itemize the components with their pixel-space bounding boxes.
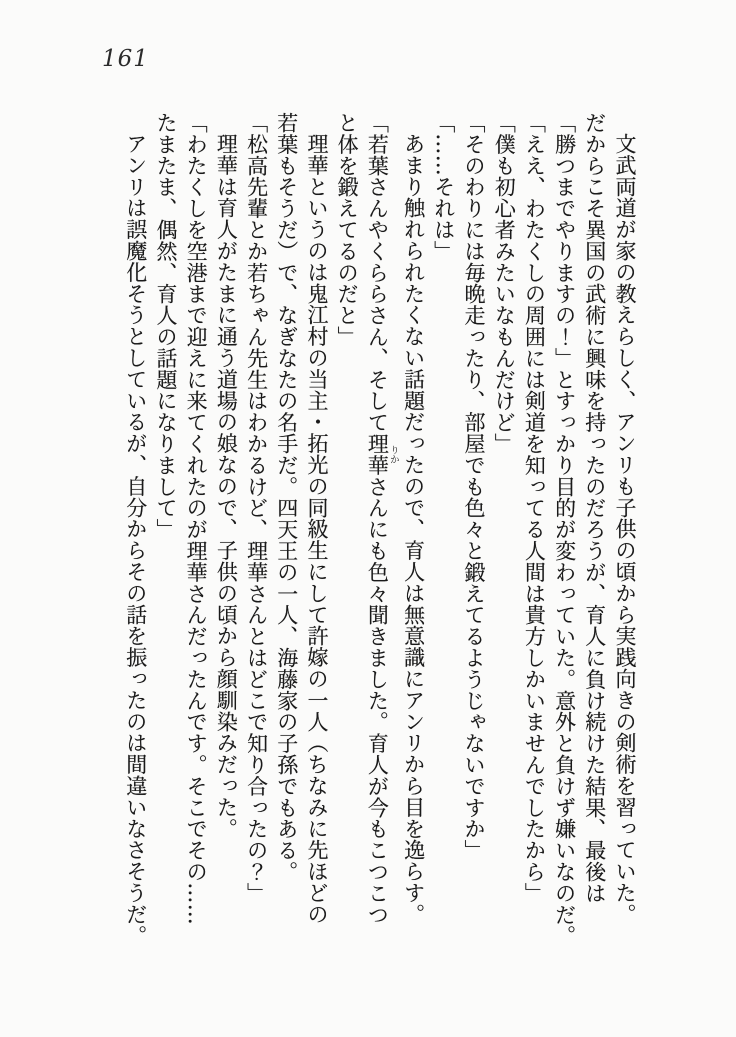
text-line: 「松高先輩とか若ちゃん先生はわかるけど、理華さんとはどこで知り合ったの？」: [244, 112, 269, 904]
text-line: 「若葉さんやくららさん、そして理華りかさんにも色々聞きました。育人が今もこつこつ: [365, 112, 399, 926]
furigana-ruby: 理華りか: [365, 433, 399, 476]
text-line: アンリは誤魔化そうとしているが、自分からその話を振ったのは間違いなさそうだ。: [123, 133, 148, 947]
text-line: 理華というのは鬼江村の当主・拓光の同級生にして許嫁の一人（ちなみに先ほどの: [304, 133, 329, 925]
text-line: 「そのわりには毎晩走ったり、部屋でも色々と鍛えてるようじゃないですか」: [461, 112, 486, 861]
page-number: 161: [102, 46, 149, 72]
text-line: たまたま、偶然、育人の話題になりまして」: [153, 112, 178, 540]
text-line: 文武両道が家の教えらしく、アンリも子供の頃から実践向きの剣術を習っていた。: [613, 133, 637, 925]
text-line: あまり触れられたくない話題だったので、育人は無意識にアンリから目を逸らす。: [401, 133, 426, 925]
text-line: 「……それは」: [431, 112, 456, 262]
text-line: 「わたくしを空港まで迎えに来てくれたのが理華さんだったんです。そこでその……: [184, 112, 209, 926]
text-line: と体を鍛えてるのだと」: [335, 112, 360, 348]
text-line: 理華は育人がたまに通う道場の娘なので、子供の頃から顔馴染みだった。: [214, 133, 239, 840]
text-block: [122, 112, 640, 947]
text-line: 若葉もそうだ）で、なぎなたの名手だ。四天王の一人、海藤家の子孫でもある。: [274, 112, 299, 883]
text-line: 「僕も初心者みたいなもんだけど」: [492, 112, 517, 455]
text-line: 「勝つまでやりますの！」とすっかり目的が変わっていた。意外と負けず嫌いなのだ。: [552, 112, 577, 947]
text-line: だからこそ異国の武術に興味を持ったのだろうが、育人に負け続けた結果、最後は: [582, 112, 607, 904]
text-line: 「ええ、わたくしの周囲には剣道を知ってる人間は貴方しかいませんでしたから」: [522, 112, 547, 904]
